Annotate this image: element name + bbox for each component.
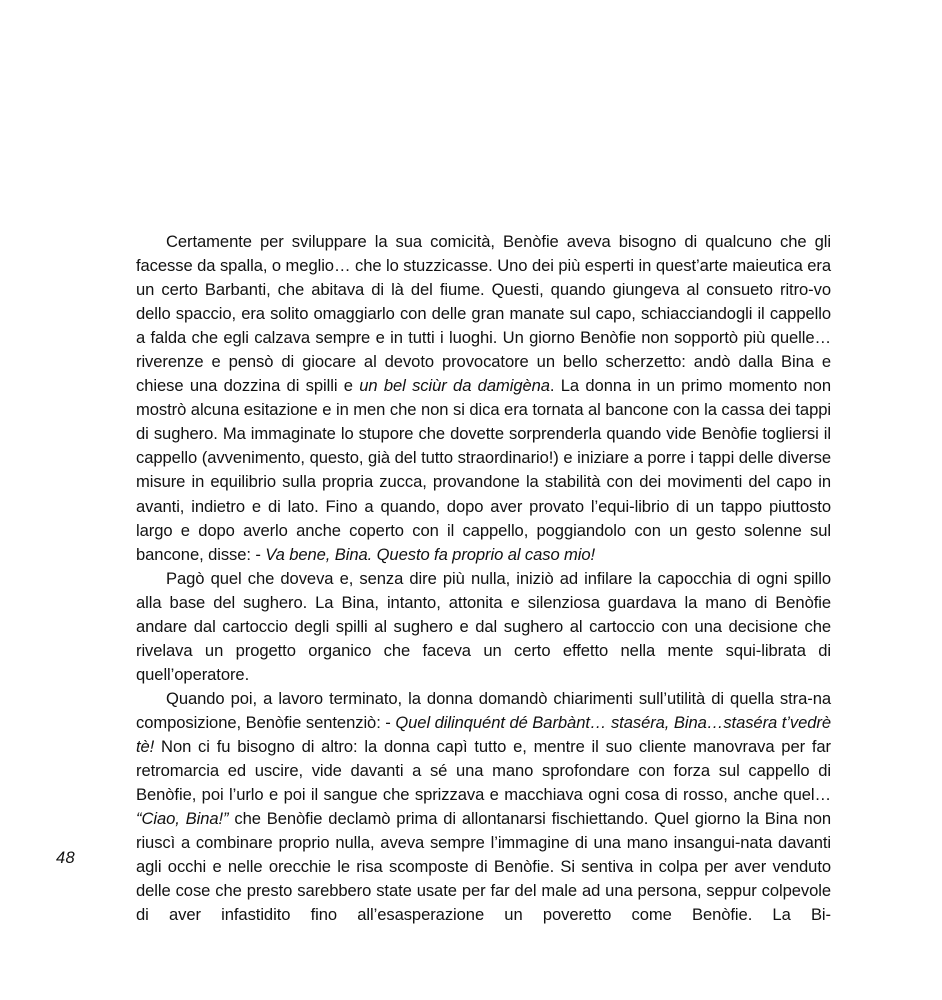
text-run: che Benòfie declamò prima di allontanarsi fischiettando. Quel giorno la Bina non riuscì a combinare proprio nulla, aveva sempre l’immagine di una mano insangui-nata davanti agli occhi e nelle orecchie le risa scomposte di Benòfie. Si sentiva in colpa per aver venduto delle cose che presto sarebbero state usate per far del male ad una persona, seppur colpevole di aver infastidito fino all’esasperazione un poveretto come Benòfie. La Bi-: [136, 809, 831, 925]
page-number: 48: [56, 849, 75, 867]
text-run: Certamente per sviluppare la sua comicità, Benòfie aveva bisogno di qualcuno che gli facesse da spalla, o meglio… che lo stuzzicasse. Uno dei più esperti in quest’arte maieutica era un certo Barbanti, che abitava di là del fiume. Questi, quando giungeva al consueto ritro-vo dello spaccio, era solito omaggiarlo con delle gran manate sul capo, schiacciandogli il cappello a falda che egli calzava sempre e in tutti i luoghi. Un giorno Benòfie non sopportò più quelle… riverenze e pensò di giocare al devoto provocatore un bello scherzetto: andò dalla Bina e chiese una dozzina di spilli e: [136, 232, 831, 396]
paragraph-p2: [136, 567, 831, 687]
italic-run: Va bene, Bina. Questo fa proprio al caso mio!: [265, 544, 596, 564]
text-run: . La donna in un primo momento non mostrò alcuna esitazione e in men che non si dica era tornata al bancone con la cassa dei tappi di sughero. Ma immaginate lo stupore che dovette sorprenderla quando vide Benòfie togliersi il cappello (avvenimento, questo, già del tutto straordinario!) e iniziare a porre i tappi delle diverse misure in equilibrio sulla propria zucca, provandone la stabilità con dei movimenti del capo in avanti, indietro e di lato. Fino a quando, dopo aver provato l’equi-librio di un tappo piuttosto largo e dopo averlo anche coperto con il cappello, poggiandolo con un gesto solenne sul bancone, disse: -: [136, 376, 831, 564]
italic-run: “Ciao, Bina!”: [136, 809, 229, 829]
text-run: Quando poi, a lavoro terminato, la donna domandò chiarimenti sull’utilità di quella stra-na composizione, Benòfie sentenziò: -: [136, 688, 831, 732]
paragraph-p3: [136, 687, 831, 927]
paragraph-p1: [136, 230, 831, 567]
body-text-block: [136, 230, 831, 927]
text-run: Pagò quel che doveva e, senza dire più nulla, iniziò ad infilare la capocchia di ogni spillo alla base del sughero. La Bina, intanto, attonita e silenziosa guardava la mano di Benòfie andare dal cartoccio degli spilli al sughero e dal sughero al cartoccio con una decisione che rivelava un progetto organico che faceva un certo effetto nella mente squi-librata di quell’operatore.: [136, 568, 831, 684]
italic-run: un bel sciùr da damigèna: [359, 376, 550, 396]
italic-run: Quel dilinquént dé Barbànt… staséra, Bina…staséra t’vedrè tè!: [136, 712, 831, 756]
text-run: Non ci fu bisogno di altro: la donna capì tutto e, mentre il suo cliente manovrava per far retromarcia ed uscire, vide davanti a sé una mano sprofondare con forza sul cappello di Benòfie, poi l’urlo e poi il sangue che sprizzava e macchiava ogni cosa di rosso, anche quel…: [136, 736, 831, 805]
